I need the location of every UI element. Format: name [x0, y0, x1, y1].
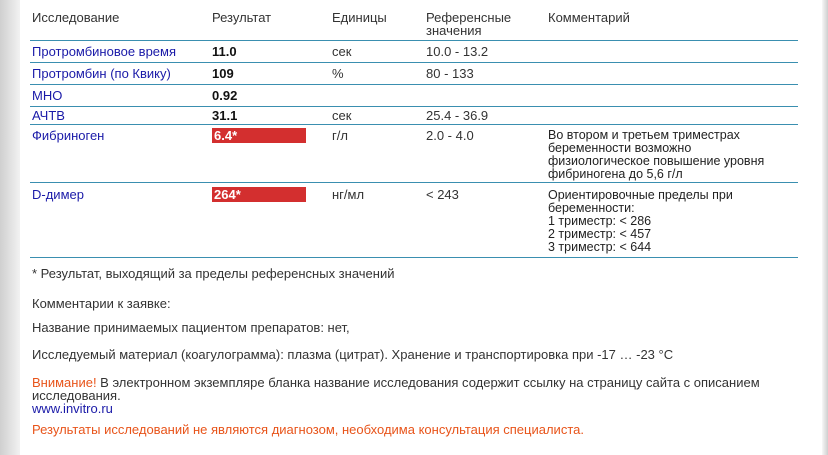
- comment-line: 2 триместр: < 457: [548, 227, 652, 241]
- test-comment: [548, 189, 808, 254]
- comment-line: фибриногена до 5,6 г/л: [548, 167, 683, 181]
- comment-line: 3 триместр: < 644: [548, 240, 652, 254]
- comment-line: беременности:: [548, 201, 635, 215]
- table-rule: [30, 182, 798, 183]
- footnote: * Результат, выходящий за пределы референсных значений: [32, 266, 395, 281]
- drugs-line: Название принимаемых пациентом препаратов: нет,: [32, 320, 350, 335]
- test-units: нг/мл: [332, 187, 365, 202]
- flagged-result-badge: 264*: [212, 187, 306, 202]
- test-result: 31.1: [212, 108, 238, 123]
- header-test: Исследование: [32, 10, 120, 25]
- page-edge-right: [822, 0, 828, 455]
- table-rule: [30, 62, 798, 63]
- test-units: сек: [332, 44, 352, 59]
- warning-text-cont: исследования.: [32, 388, 121, 403]
- table-rule: [30, 124, 798, 125]
- disclaimer: Результаты исследований не являются диагнозом, необходима консультация специалиста.: [32, 422, 584, 437]
- comment-line: Ориентировочные пределы при: [548, 188, 733, 202]
- header-result: Результат: [212, 10, 272, 25]
- test-name[interactable]: Фибриноген: [32, 128, 105, 143]
- header-reference: Референсные значения: [426, 10, 512, 38]
- test-result: 0.92: [212, 88, 238, 103]
- test-reference: 2.0 - 4.0: [426, 128, 474, 143]
- test-name[interactable]: Протромбин (по Квику): [32, 66, 171, 81]
- test-units: г/л: [332, 128, 348, 143]
- test-result: 109: [212, 66, 234, 81]
- site-link[interactable]: www.invitro.ru: [32, 401, 113, 416]
- flagged-result-badge: 6.4*: [212, 128, 306, 143]
- test-comment: [548, 129, 808, 181]
- page-edge-left: [0, 0, 20, 455]
- test-name[interactable]: АЧТВ: [32, 108, 65, 123]
- warning-note: [32, 375, 802, 390]
- material-line: Исследуемый материал (коагулограмма): плазма (цитрат). Хранение и транспортировка при -17 … -23 °С: [32, 347, 674, 362]
- header-units: Единицы: [332, 10, 387, 25]
- table-rule: [30, 106, 798, 107]
- header-comment: Комментарий: [548, 10, 630, 25]
- warning-text: В электронном экземпляре бланка название исследования содержит ссылку на страницу сайта с описанием: [96, 375, 760, 390]
- test-reference: 80 - 133: [426, 66, 474, 81]
- comment-line: Во втором и третьем триместрах: [548, 128, 740, 142]
- table-rule: [30, 257, 798, 258]
- order-comments-label: Комментарии к заявке:: [32, 296, 171, 311]
- table-rule: [30, 84, 798, 85]
- table-rule: [30, 40, 798, 41]
- comment-line: беременности возможно: [548, 141, 692, 155]
- test-reference: 25.4 - 36.9: [426, 108, 489, 123]
- test-units: %: [332, 66, 344, 81]
- warning-lead: Внимание!: [32, 375, 97, 390]
- test-reference: 10.0 - 13.2: [426, 44, 489, 59]
- lab-report-sheet: [20, 0, 828, 455]
- test-reference: < 243: [426, 187, 459, 202]
- test-units: сек: [332, 108, 352, 123]
- test-name[interactable]: МНО: [32, 88, 63, 103]
- test-name[interactable]: D-димер: [32, 187, 84, 202]
- test-result: 11.0: [212, 44, 237, 59]
- test-name[interactable]: Протромбиновое время: [32, 44, 177, 59]
- comment-line: физиологическое повышение уровня: [548, 154, 765, 168]
- comment-line: 1 триместр: < 286: [548, 214, 652, 228]
